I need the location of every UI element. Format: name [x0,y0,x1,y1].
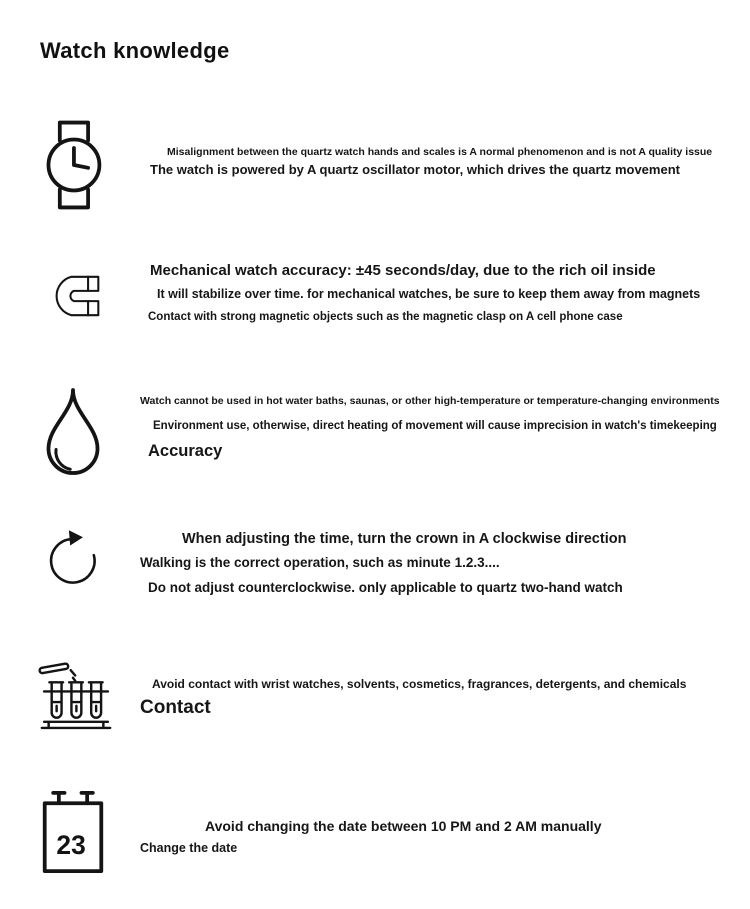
info-line: Misalignment between the quartz watch hands and scales is A normal phenomenon and is not A quality issue [167,146,713,158]
info-line: Change the date [140,841,238,855]
calendar-day: 23 [56,830,86,861]
clockwise-arrow-icon [42,518,106,600]
info-line: Avoid changing the date between 10 PM and 2 AM manually [205,818,602,834]
magnet-icon [42,263,106,329]
info-line: Avoid contact with wrist watches, solvents, cosmetics, fragrances, detergents, and chemicals [152,677,687,691]
section-heading: Contact [140,697,211,718]
info-line: Environment use, otherwise, direct heating of movement will cause imprecision in watch's timekeeping [153,420,717,432]
info-line: Do not adjust counterclockwise. only applicable to quartz two-hand watch [148,580,623,595]
page-title: Watch knowledge [40,38,230,63]
info-line: Watch cannot be used in hot water baths, saunas, or other high-temperature or temperature-changing environments [140,395,720,407]
water-drop-icon [40,384,106,481]
info-line: It will stabilize over time. for mechanical watches, be sure to keep them away from magnets [157,287,701,301]
info-line: Mechanical watch accuracy: ±45 seconds/day, due to the rich oil inside [150,262,656,279]
watch-icon [40,114,106,216]
info-line: Walking is the correct operation, such as minute 1.2.3.... [140,555,500,570]
calendar-icon [40,788,106,875]
section-heading: Accuracy [148,442,223,460]
info-line: When adjusting the time, turn the crown in A clockwise direction [182,531,627,547]
info-line: The watch is powered by A quartz oscillator motor, which drives the quartz movement [150,162,680,177]
chemicals-icon [38,646,114,746]
info-line: Contact with strong magnetic objects such as the magnetic clasp on A cell phone case [148,311,623,323]
